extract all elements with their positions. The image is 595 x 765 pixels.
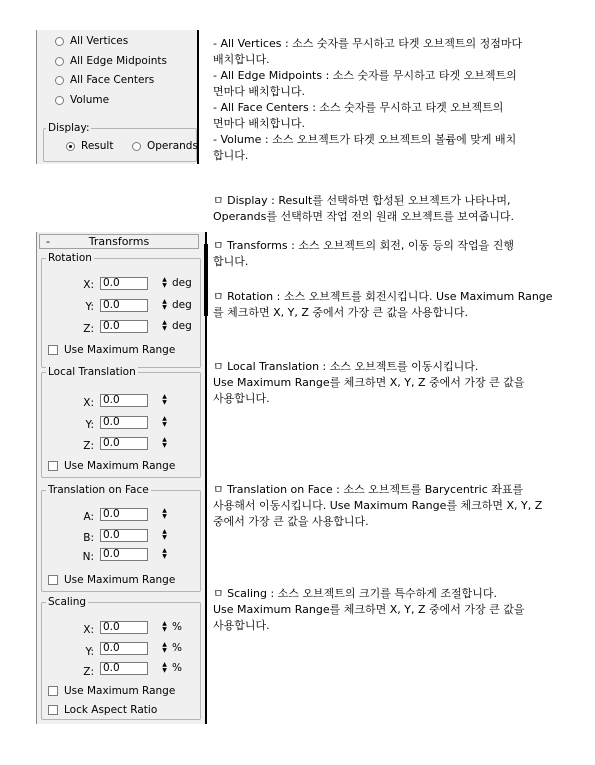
radio-button-icon[interactable] [55,96,64,105]
description-transforms [213,238,514,270]
scaling-group [41,596,201,720]
rotation-group-title: Rotation [48,252,92,264]
desc-line: - All Vertices : 소스 숫자를 무시하고 타겟 오브젝트의 정점마다 [213,37,523,50]
checkbox-label: Use Maximum Range [64,344,176,356]
translation-on-face-group [41,484,201,592]
radio-label: All Vertices [70,35,129,47]
desc-line: 면마다 배치합니다. [213,85,306,98]
spinner-arrows-icon[interactable]: ▲ ▼ [162,547,167,560]
spinner-arrows-icon[interactable]: ▲ ▼ [162,528,167,541]
y-label: Y: [85,419,94,431]
display-group [43,122,198,162]
display-group-title: Display: [48,122,90,134]
translation-on-face-group-title: Translation on Face [48,484,149,496]
unit-label: % [172,662,182,674]
spinner-arrows-icon[interactable]: ▲ ▼ [162,415,167,428]
radio-button-selected-icon[interactable] [66,142,75,151]
radio-label: Result [81,140,114,152]
radio-button-icon[interactable] [55,37,64,46]
radio-label: All Edge Midpoints [70,55,168,67]
unit-label: % [172,642,182,654]
desc-line: - Volume : 소스 오브젝트가 타겟 오브젝트의 볼륨에 맞게 배치 [213,133,517,146]
checkbox-label: Use Maximum Range [64,685,176,697]
local-translation-group [41,366,201,478]
radio-button-icon[interactable] [55,76,64,85]
desc-line: ㅁ Local Translation : 소스 오브젝트를 이동시킵니다. [213,360,479,373]
checkbox-label: Lock Aspect Ratio [64,704,158,716]
desc-line: Operands를 선택하면 작업 전의 원래 오브젝트를 보여줍니다. [213,210,514,223]
checkbox-icon[interactable] [48,705,58,715]
y-label: Y: [85,301,94,313]
desc-line: 사용합니다. [213,619,270,632]
a-label: A: [83,511,94,523]
description-rotation [213,289,553,321]
transforms-rollout-header[interactable] [39,234,199,249]
desc-line: 사용합니다. [213,392,270,405]
z-label: Z: [83,323,94,335]
translation-on-face-n-input[interactable]: 0.0 [100,548,148,561]
rollout-title: Transforms [88,235,150,248]
desc-line: 를 체크하면 X, Y, Z 중에서 가장 큰 값을 사용합니다. [213,306,469,319]
local-translation-group-title: Local Translation [48,366,136,378]
description-scaling [213,586,525,634]
radio-result[interactable] [66,139,113,153]
checkbox-icon[interactable] [48,686,58,696]
radio-volume[interactable] [55,93,109,107]
b-label: B: [83,532,94,544]
translation-on-face-use-max-checkbox[interactable] [48,573,175,587]
description-options [213,36,522,164]
spinner-arrows-icon[interactable]: ▲ ▼ [162,661,167,674]
checkbox-icon[interactable] [48,345,58,355]
scaling-x-input[interactable]: 0.0 [100,621,148,634]
checkbox-icon[interactable] [48,461,58,471]
rotation-group [41,252,201,368]
desc-line: ㅁ Translation on Face : 소스 오브젝트를 Barycentric 좌표를 [213,483,524,496]
x-label: X: [83,279,94,291]
spinner-arrows-icon[interactable]: ▲ ▼ [162,507,167,520]
spinner-arrows-icon[interactable]: ▲ ▼ [162,276,167,289]
desc-line: ㅁ Display : Result를 선택하면 합성된 오브젝트가 나타나며, [213,194,511,207]
rotation-use-max-checkbox[interactable] [48,343,175,357]
scaling-use-max-checkbox[interactable] [48,684,175,698]
radio-all-face-centers[interactable] [55,73,154,87]
translation-on-face-b-input[interactable]: 0.0 [100,529,148,542]
desc-line: ㅁ Scaling : 소스 오브젝트의 크기를 특수하게 조절합니다. [213,587,498,600]
desc-line: Use Maximum Range를 체크하면 X, Y, Z 중에서 가장 큰 값을 [213,603,525,616]
description-local-translation [213,359,525,407]
spinner-arrows-icon[interactable]: ▲ ▼ [162,298,167,311]
checkbox-label: Use Maximum Range [64,460,176,472]
z-label: Z: [83,440,94,452]
radio-button-icon[interactable] [132,142,141,151]
scaling-y-input[interactable]: 0.0 [100,642,148,655]
desc-line: Use Maximum Range를 체크하면 X, Y, Z 중에서 가장 큰 값을 [213,376,525,389]
desc-line: - All Face Centers : 소스 숫자를 무시하고 타겟 오브젝트의 [213,101,504,114]
radio-label: Operands [147,140,198,152]
radio-all-edge-midpoints[interactable] [55,54,167,68]
desc-line: 사용해서 이동시킵니다. Use Maximum Range를 체크하면 X, Y, Z [213,499,543,512]
radio-operands[interactable] [132,139,198,153]
transforms-rollout [36,232,207,724]
spinner-arrows-icon[interactable]: ▲ ▼ [162,436,167,449]
local-translation-z-input[interactable]: 0.0 [100,437,148,450]
checkbox-label: Use Maximum Range [64,574,176,586]
desc-line: - All Edge Midpoints : 소스 숫자를 무시하고 타겟 오브젝트의 [213,69,517,82]
x-label: X: [83,624,94,636]
spinner-arrows-icon[interactable]: ▲ ▼ [162,620,167,633]
rotation-y-input[interactable]: 0.0 [100,299,148,312]
desc-line: ㅁ Rotation : 소스 오브젝트를 회전시킵니다. Use Maximum Range [213,290,553,303]
scaling-lock-aspect-checkbox[interactable] [48,703,157,717]
unit-label: deg [172,299,192,311]
collapse-icon[interactable]: - [46,235,50,248]
local-translation-x-input[interactable]: 0.0 [100,394,148,407]
desc-line: ㅁ Transforms : 소스 오브젝트의 회전, 이동 등의 작업을 진행 [213,239,515,252]
unit-label: deg [172,277,192,289]
unit-label: % [172,621,182,633]
description-display [213,193,514,225]
desc-line: 면마다 배치합니다. [213,117,306,130]
radio-label: Volume [70,94,110,106]
radio-label: All Face Centers [70,74,155,86]
local-translation-y-input[interactable]: 0.0 [100,416,148,429]
n-label: N: [82,551,94,563]
description-translation-on-face [213,482,542,530]
radio-all-vertices[interactable] [55,34,128,48]
desc-line: 배치합니다. [213,53,270,66]
local-translation-use-max-checkbox[interactable] [48,459,175,473]
rollout-scrollbar-thumb[interactable] [204,244,208,316]
checkbox-icon[interactable] [48,575,58,585]
scaling-z-input[interactable]: 0.0 [100,662,148,675]
x-label: X: [83,397,94,409]
y-label: Y: [85,646,94,658]
desc-line: 합니다. [213,149,249,162]
distribution-options-panel [36,30,199,164]
spinner-arrows-icon[interactable]: ▲ ▼ [162,641,167,654]
z-label: Z: [83,666,94,678]
rotation-z-input[interactable]: 0.0 [100,320,148,333]
radio-button-icon[interactable] [55,57,64,66]
rotation-x-input[interactable]: 0.0 [100,277,148,290]
desc-line: 중에서 가장 큰 값을 사용합니다. [213,515,369,528]
unit-label: deg [172,320,192,332]
scaling-group-title: Scaling [48,596,87,608]
desc-line: 합니다. [213,255,249,268]
spinner-arrows-icon[interactable]: ▲ ▼ [162,393,167,406]
spinner-arrows-icon[interactable]: ▲ ▼ [162,319,167,332]
translation-on-face-a-input[interactable]: 0.0 [100,508,148,521]
